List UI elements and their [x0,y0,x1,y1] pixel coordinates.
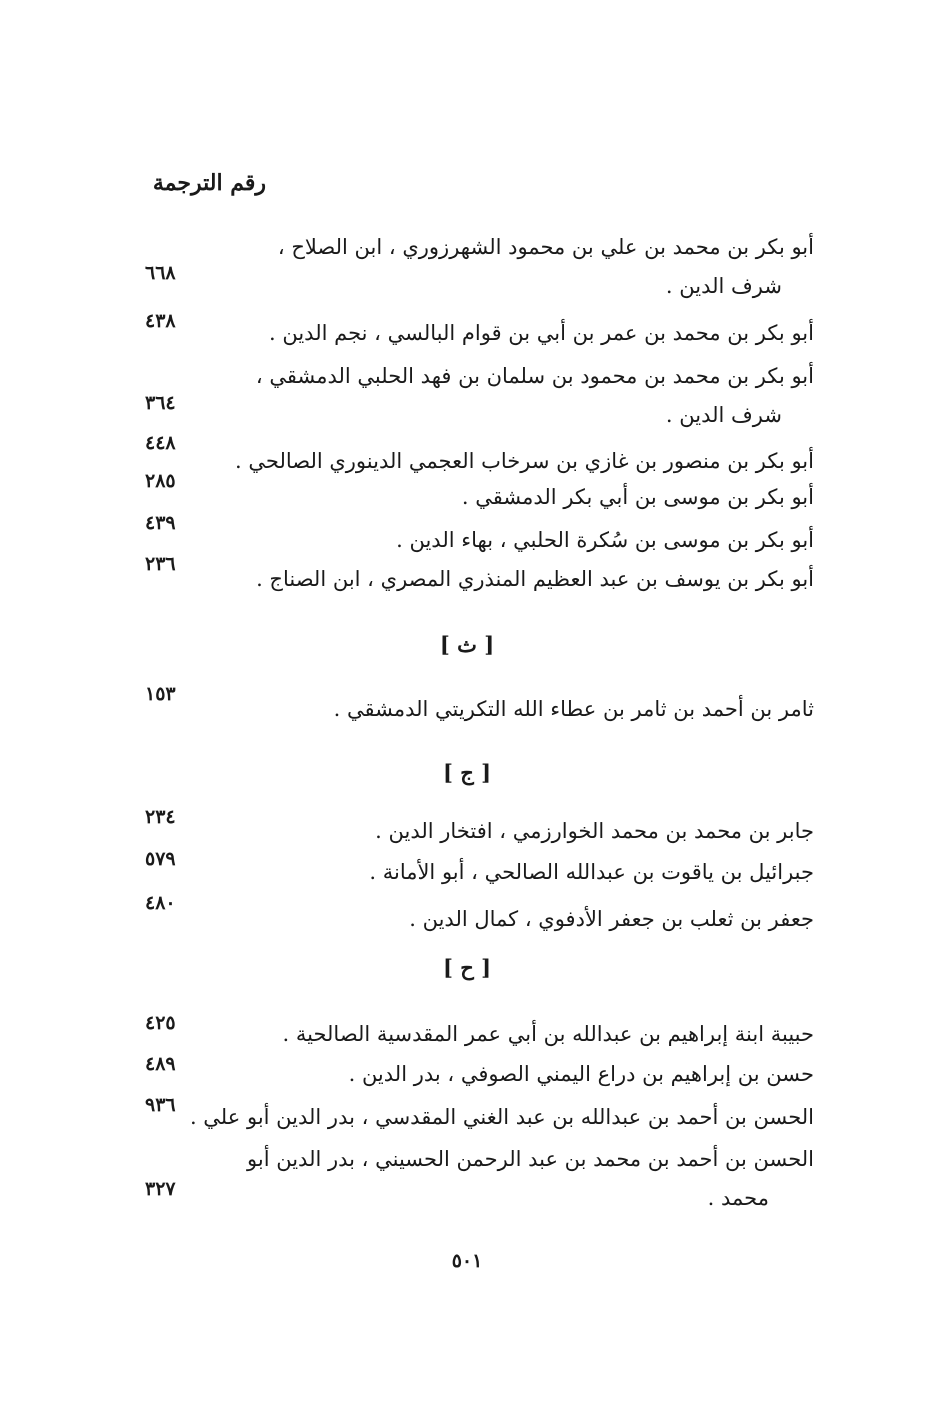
entry-line: أبو بكر بن محمد بن محمود بن سلمان بن فهد الحلبي الدمشقي ، [255,364,814,388]
entry-number: ٦٦٨ [145,262,176,284]
entry-number: ٣٦٤ [145,392,176,414]
entry-number: ٤٨٠ [145,892,176,914]
entry-line: أبو بكر بن موسى بن أبي بكر الدمشقي . [461,485,814,509]
entry-number: ٤٣٩ [145,512,176,534]
entry-number: ٢٨٥ [145,470,176,492]
entry-text [214,1140,814,1218]
letter-heading: [ ح ] [442,955,492,980]
entry-text [214,853,814,892]
letter-heading: [ ث ] [439,632,495,657]
entry-text [214,357,814,435]
entry-text [214,560,814,599]
entry-line: جابر بن محمد بن محمد الخوارزمي ، افتخار الدين . [375,819,814,843]
entry-number: ٤٨٩ [145,1053,176,1075]
entry-text [214,1015,814,1054]
entry-line: جعفر بن ثعلب بن جعفر الأدفوي ، كمال الدين . [409,907,814,931]
entry-number: ٥٧٩ [145,848,176,870]
entry-number: ١٥٣ [145,683,176,705]
entry-line: الحسن بن أحمد بن محمد بن عبد الرحمن الحسيني ، بدر الدين أبو [247,1147,814,1171]
entry-text [214,521,814,560]
entry-text [214,1055,814,1094]
entry-text [214,478,814,517]
entry-line: حسن بن إبراهيم بن دراع اليمني الصوفي ، بدر الدين . [348,1062,814,1086]
entry-line-continuation: محمد . [707,1186,769,1210]
entry-text [214,314,814,353]
entry-line: الحسن بن أحمد بن عبدالله بن عبد الغني المقدسي ، بدر الدين أبو علي . [189,1105,814,1129]
entry-text [214,442,814,481]
entry-text [214,690,814,729]
column-heading: رقم الترجمة [152,170,266,196]
entry-line: أبو بكر بن محمد بن علي بن محمود الشهرزوري ، ابن الصلاح ، [277,235,814,259]
entry-text [214,228,814,306]
entry-number: ٤٢٥ [145,1012,176,1034]
entry-line: أبو بكر بن منصور بن غازي بن سرخاب العجمي الدينوري الصالحي . [235,449,814,473]
entry-line: ثامر بن أحمد بن ثامر بن عطاء الله التكريتي الدمشقي . [333,697,814,721]
entry-line: أبو بكر بن محمد بن عمر بن أبي بن قوام البالسي ، نجم الدين . [269,321,814,345]
entry-number: ٢٣٤ [145,806,176,828]
page-number: ٥٠١ [451,1250,483,1272]
entry-line-continuation: شرف الدين . [665,274,782,298]
entry-line: أبو بكر بن يوسف بن عبد العظيم المنذري المصري ، ابن الصناج . [256,567,814,591]
entry-number: ٤٤٨ [145,432,176,454]
entry-number: ٢٣٦ [145,553,176,575]
entry-text [214,812,814,851]
entry-line: جبرائيل بن ياقوت بن عبدالله الصالحي ، أبو الأمانة . [369,860,814,884]
letter-heading: [ ج ] [442,760,492,785]
entry-line-continuation: شرف الدين . [665,403,782,427]
entry-number: ٤٣٨ [145,310,176,332]
entry-text [214,900,814,939]
entry-line: حبيبة ابنة إبراهيم بن عبدالله بن أبي عمر المقدسية الصالحية . [282,1022,814,1046]
entry-text [189,1098,814,1137]
entry-line: أبو بكر بن موسى بن سُكرة الحلبي ، بهاء الدين . [396,528,814,552]
entry-number: ٣٢٧ [145,1178,176,1200]
entry-number: ٩٣٦ [145,1094,176,1116]
